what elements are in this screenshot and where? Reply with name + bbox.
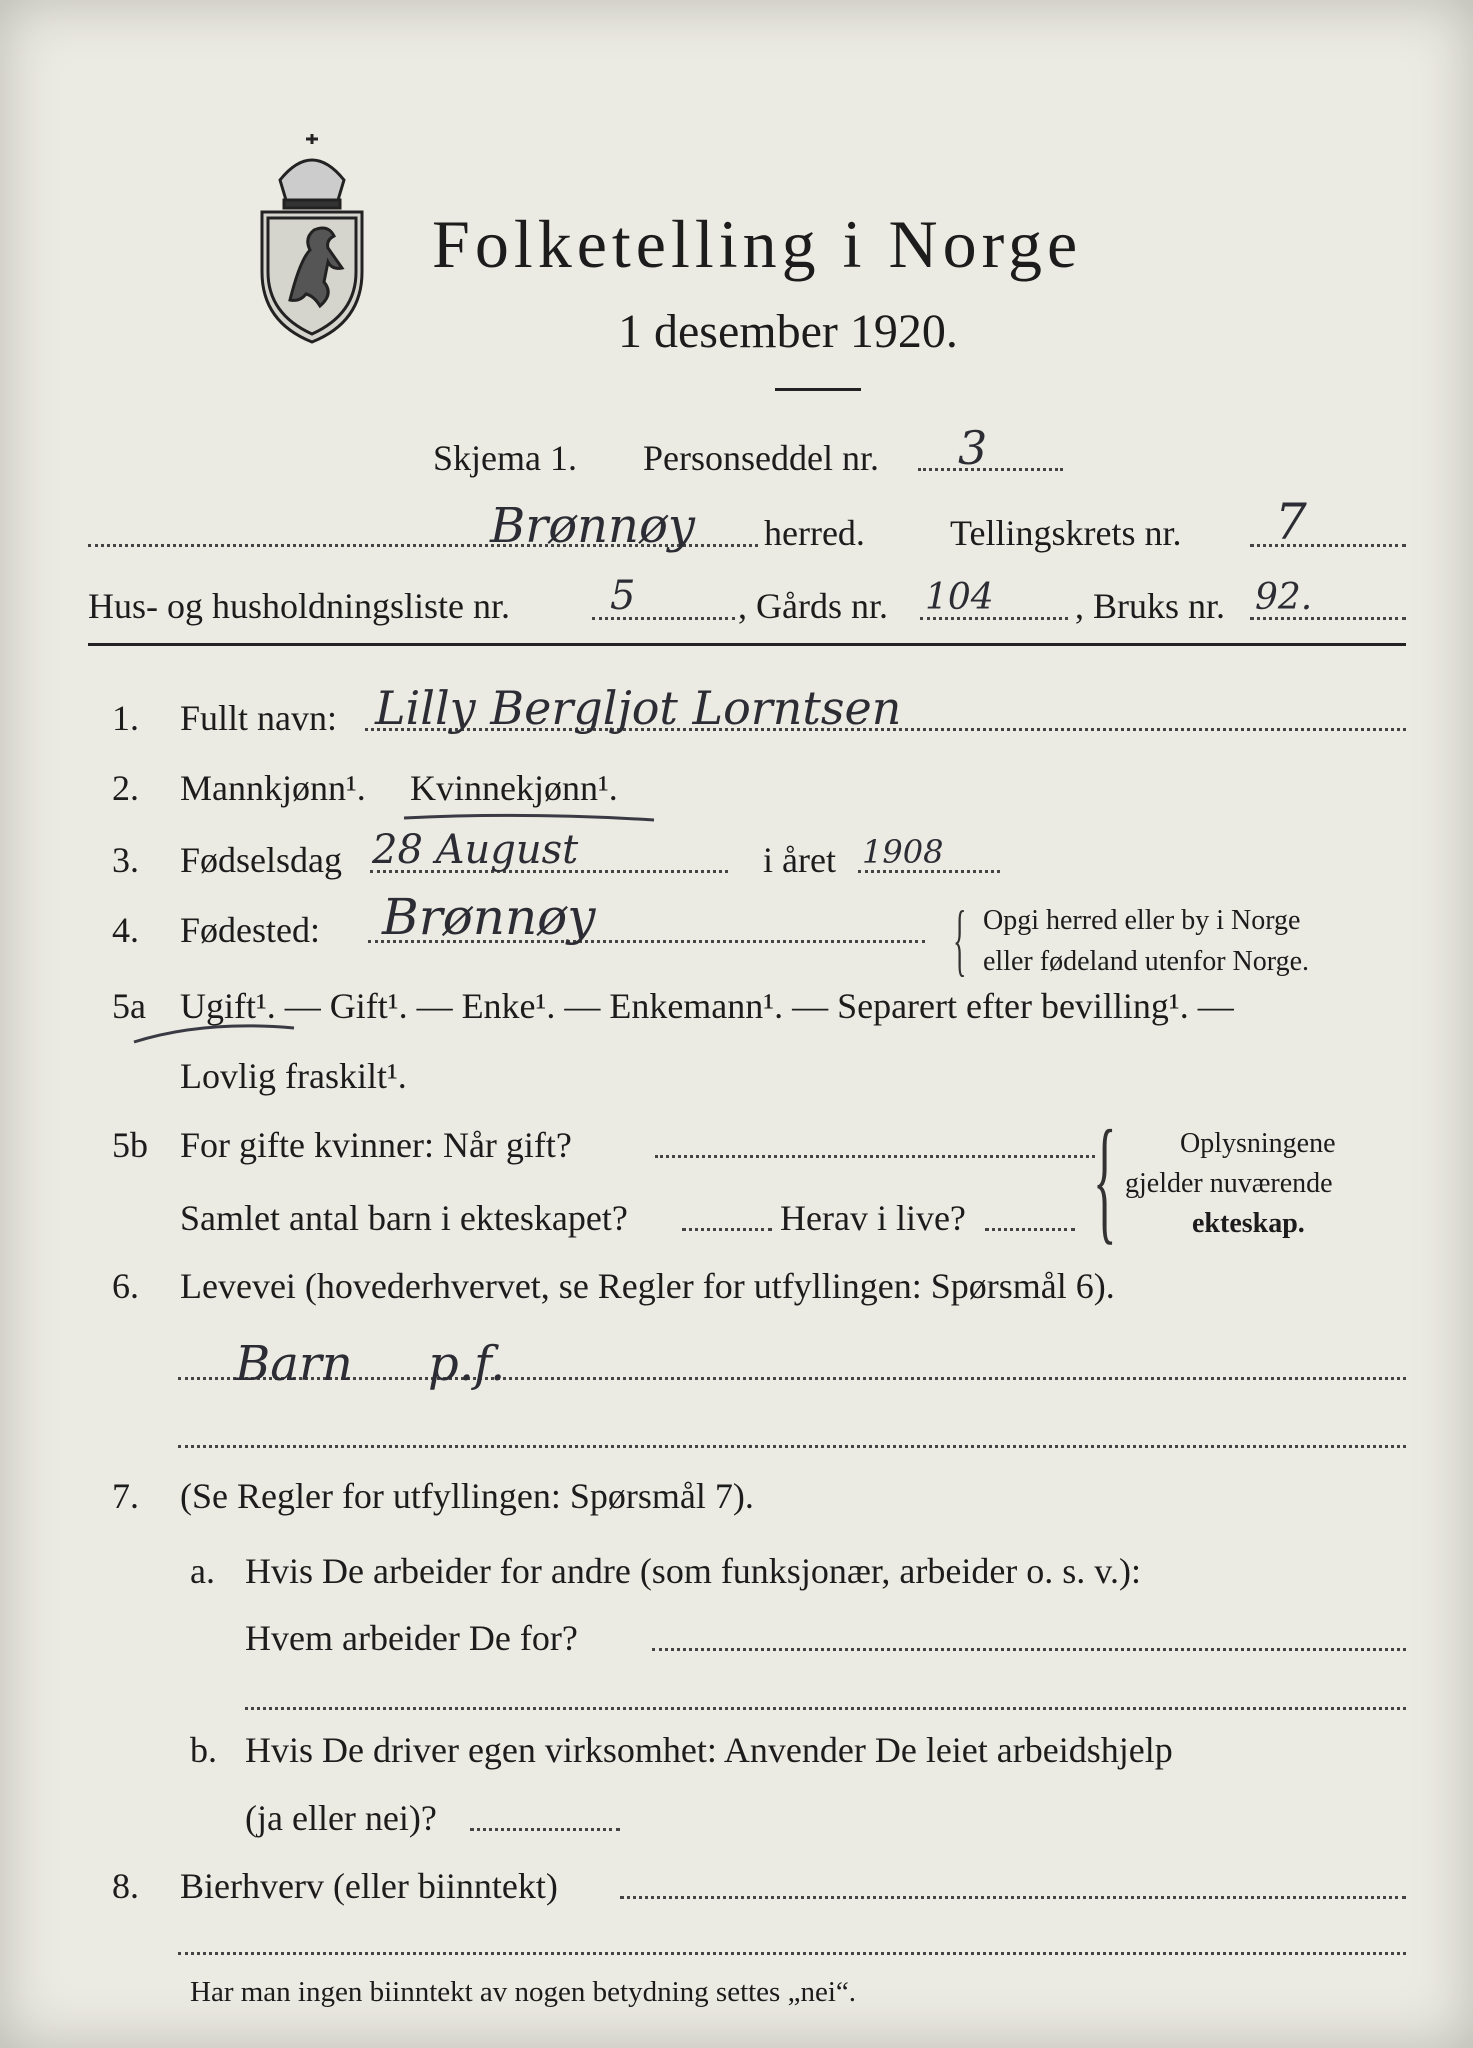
- gards-value[interactable]: 104: [925, 577, 994, 618]
- header-divider: [88, 643, 1406, 646]
- q1-full-name-value[interactable]: Lilly Bergljot Lorntsen: [375, 681, 902, 735]
- husliste-value[interactable]: 5: [610, 573, 636, 619]
- personseddel-value[interactable]: 3: [958, 421, 988, 475]
- q5b-note-line3: ekteskap.: [1192, 1208, 1305, 1239]
- q4-label: Fødested:: [180, 910, 320, 950]
- q3-number: 3.: [112, 840, 139, 880]
- form-date: 1 desember 1920.: [618, 305, 958, 358]
- q5a-number: 5a: [112, 986, 146, 1026]
- q3-birthday-value[interactable]: 28 August: [372, 827, 579, 873]
- q7a-label2: Hvem arbeider De for?: [245, 1618, 578, 1658]
- q6-label: Levevei (hovederhvervet, se Regler for utfyllingen: Spørsmål 6).: [180, 1266, 1115, 1306]
- q2-kvinne-underline-mark: [400, 808, 660, 828]
- form-title: Folketelling i Norge: [432, 206, 1083, 282]
- q4-note-line2: eller fødeland utenfor Norge.: [983, 946, 1310, 977]
- q2-mann-label: Mannkjønn¹.: [180, 768, 366, 808]
- q5b-number: 5b: [112, 1125, 148, 1165]
- q2-number: 2.: [112, 768, 139, 808]
- q5a-ugift-underline-mark: [130, 1018, 300, 1048]
- bruks-label: , Bruks nr.: [1075, 586, 1226, 626]
- bruks-value[interactable]: 92.: [1255, 577, 1313, 618]
- norway-coat-of-arms-icon: [250, 130, 375, 345]
- title-divider: [775, 388, 861, 391]
- q6-occupation-value[interactable]: Barn p.f.: [235, 1336, 506, 1392]
- q5b-label-alive: Herav i live?: [780, 1198, 966, 1238]
- personseddel-label: Personseddel nr.: [643, 438, 879, 478]
- footer-note: Har man ingen biinntekt av nogen betydning settes „nei“.: [190, 1976, 857, 2008]
- q1-label: Fullt navn:: [180, 698, 338, 738]
- q5b-label-children: Samlet antal barn i ekteskapet?: [180, 1198, 628, 1238]
- q7b-letter: b.: [190, 1730, 217, 1770]
- tellingskrets-label: Tellingskrets nr.: [950, 513, 1182, 553]
- q7-number: 7.: [112, 1476, 139, 1516]
- q4-note-brace: {: [953, 896, 967, 984]
- q4-number: 4.: [112, 910, 139, 950]
- q7-label: (Se Regler for utfyllingen: Spørsmål 7).: [180, 1476, 754, 1516]
- q7b-label2: (ja eller nei)?: [245, 1798, 437, 1838]
- q6-number: 6.: [112, 1266, 139, 1306]
- q8-number: 8.: [112, 1866, 139, 1906]
- q4-birthplace-value[interactable]: Brønnøy: [382, 888, 596, 946]
- tellingskrets-value[interactable]: 7: [1275, 493, 1307, 551]
- herred-value[interactable]: Brønnøy: [490, 498, 695, 554]
- q7a-letter: a.: [190, 1551, 215, 1591]
- q8-label: Bierhverv (eller biinntekt): [180, 1866, 558, 1906]
- q5b-note-brace: {: [1093, 1102, 1117, 1257]
- q5b-note-line2: gjelder nuværende: [1125, 1168, 1333, 1199]
- herred-label: herred.: [764, 513, 865, 553]
- husliste-label: Hus- og husholdningsliste nr.: [88, 586, 511, 626]
- q5b-note-line1: Oplysningene: [1180, 1128, 1336, 1159]
- q5a-options-line2: Lovlig fraskilt¹.: [180, 1056, 407, 1096]
- q5b-label-married-when: For gifte kvinner: Når gift?: [180, 1125, 572, 1165]
- q4-note-line1: Opgi herred eller by i Norge: [983, 905, 1301, 936]
- gards-label: , Gårds nr.: [738, 586, 888, 626]
- q3-label: Fødselsdag: [180, 840, 342, 880]
- q2-kvinne-label: Kvinnekjønn¹.: [410, 768, 618, 808]
- q3-year-label: i året: [763, 840, 836, 880]
- q7b-label1: Hvis De driver egen virksomhet: Anvender De leiet arbeidshjelp: [245, 1730, 1173, 1770]
- q1-number: 1.: [112, 698, 139, 738]
- q5a-options: Ugift¹. — Gift¹. — Enke¹. — Enkemann¹. — Separert efter bevilling¹. —: [180, 986, 1234, 1026]
- schema-label: Skjema 1.: [433, 438, 577, 478]
- q7a-label1: Hvis De arbeider for andre (som funksjonær, arbeider o. s. v.):: [245, 1551, 1141, 1591]
- q3-year-value[interactable]: 1908: [862, 833, 944, 871]
